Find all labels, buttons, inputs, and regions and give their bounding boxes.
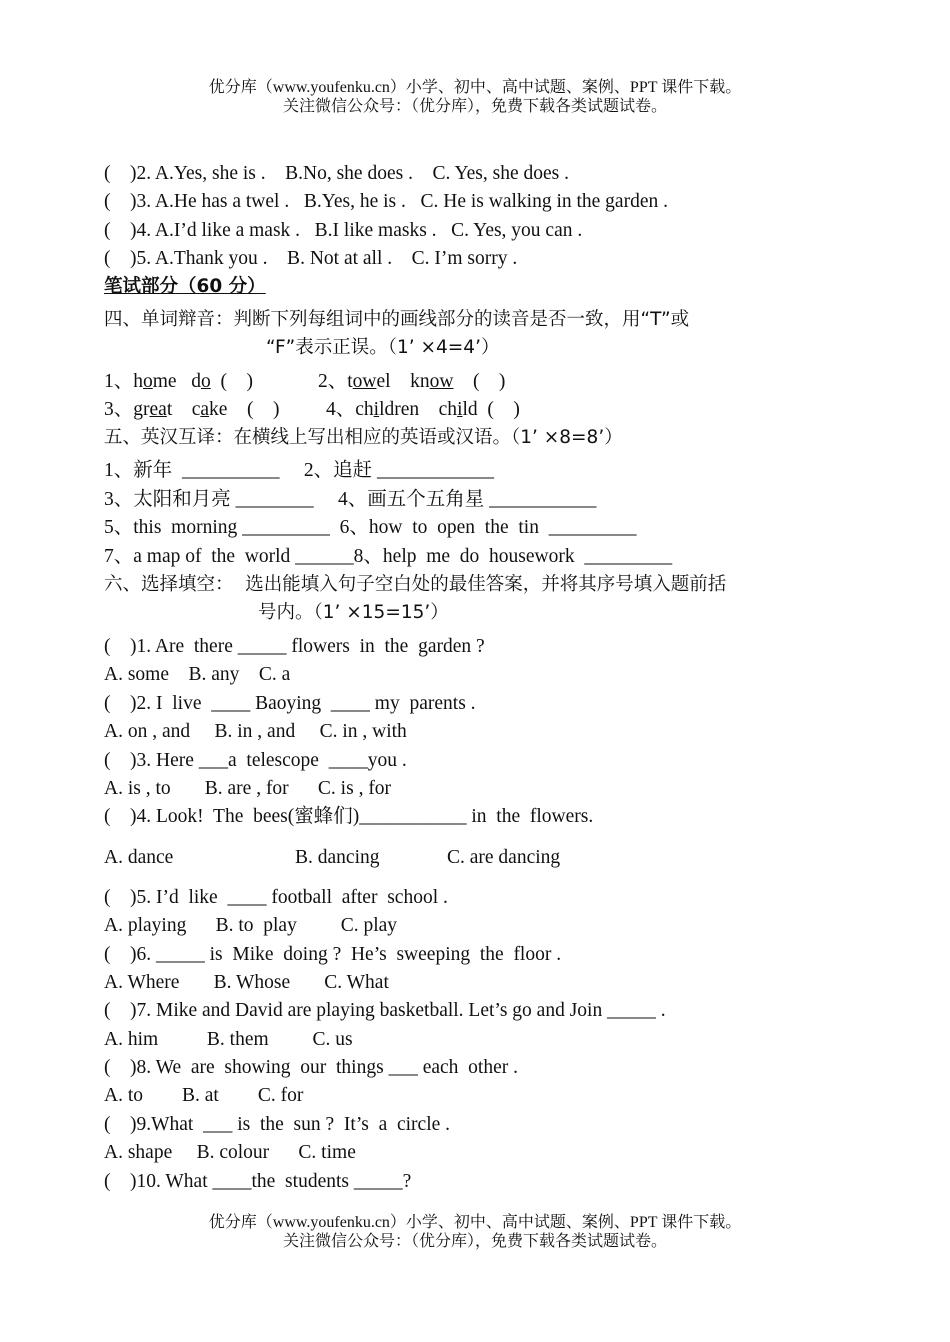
item-text: 4、ch	[326, 399, 374, 420]
item-text: 3、gr	[104, 399, 150, 420]
item-text: t c	[166, 399, 201, 420]
underlined-letters: i	[373, 399, 380, 420]
choice-q7-options: A. him B. them C. us	[104, 1029, 353, 1050]
footer-line-1: 优分库（www.youfenku.cn）小学、初中、高中试题、案例、PPT 课件下载。	[208, 1214, 742, 1231]
answer-blank: ld ( )	[462, 399, 520, 420]
choice-q10: ( )10. What ____the students _____?	[104, 1171, 412, 1192]
written-part-title: 笔试部分（60 分）	[104, 276, 266, 297]
choice-q3: ( )3. Here ___a telescope ____you .	[104, 750, 407, 771]
translation-row-1: 1、新年 __________ 2、追赶 ____________	[104, 460, 495, 481]
translation-row-2: 3、太阳和月亮 ________ 4、画五个五角星 ___________	[104, 489, 597, 510]
header-line-2: 关注微信公众号：（优分库），免费下载各类试题试卷。	[282, 98, 667, 115]
item-text: el kn	[376, 371, 430, 392]
answer-blank: ( )	[210, 371, 253, 392]
phonics-item-3	[104, 398, 279, 422]
translation-row-4: 7、a map of the world ______8、help me do housework _________	[104, 546, 673, 567]
choice-q4-option-b: B. dancing	[295, 847, 380, 868]
underlined-letters: o	[200, 371, 211, 392]
underlined-letters: ow	[352, 371, 377, 392]
choice-q9: ( )9.What ___ is the sun ? It’s a circle .	[104, 1114, 451, 1135]
header-line-1: 优分库（www.youfenku.cn）小学、初中、高中试题、案例、PPT 课件下载。	[208, 79, 742, 96]
section-4-title: 四、单词辩音：判断下列每组词中的画线部分的读音是否一致，用“T”或	[104, 309, 690, 330]
choice-q9-options: A. shape B. colour C. time	[104, 1142, 356, 1163]
choice-q4-option-a: A. dance	[104, 847, 174, 868]
underlined-letters: ow	[429, 371, 454, 392]
item-text: 2、t	[318, 371, 353, 392]
choice-q7: ( )7. Mike and David are playing basketball. Let’s go and Join _____ .	[104, 1000, 666, 1021]
item-text: 1、h	[104, 371, 144, 392]
footer-line-2: 关注微信公众号：（优分库），免费下载各类试题试卷。	[282, 1233, 667, 1250]
choice-q4-option-c: C. are dancing	[447, 847, 561, 868]
choice-q6-options: A. Where B. Whose C. What	[104, 972, 389, 993]
phonics-item-4	[326, 398, 520, 422]
choice-q1-options: A. some B. any C. a	[104, 664, 291, 685]
listening-q4: ( )4. A.I’d like a mask . B.I like masks . C. Yes, you can .	[104, 220, 583, 241]
choice-q5-options: A. playing B. to play C. play	[104, 915, 398, 936]
listening-q2: ( )2. A.Yes, she is . B.No, she does . C. Yes, she does .	[104, 163, 569, 184]
section-6-title: 六、选择填空： 选出能填入句子空白处的最佳答案，并将其序号填入题前括	[104, 574, 727, 595]
answer-blank: ke ( )	[209, 399, 280, 420]
choice-q3-options: A. is , to B. are , for C. is , for	[104, 778, 392, 799]
item-text: ldren ch	[379, 399, 458, 420]
choice-q5: ( )5. I’d like ____ football after school .	[104, 887, 448, 908]
underlined-letters: o	[143, 371, 153, 392]
page-header	[0, 78, 950, 116]
choice-q6: ( )6. _____ is Mike doing ? He’s sweeping the floor .	[104, 944, 562, 965]
phonics-item-1	[104, 370, 253, 394]
choice-q4: ( )4. Look! The bees(蜜蜂们)___________ in the flowers.	[104, 806, 594, 827]
phonics-item-2	[318, 370, 505, 394]
choice-q1: ( )1. Are there _____ flowers in the garden ?	[104, 636, 485, 657]
section-6-title-cont: 号内。（1’ ×15=15’）	[258, 602, 449, 623]
section-5-title: 五、英汉互译：在横线上写出相应的英语或汉语。（1’ ×8=8’）	[104, 427, 623, 448]
choice-q8: ( )8. We are showing our things ___ each other .	[104, 1057, 518, 1078]
listening-q3: ( )3. A.He has a twel . B.Yes, he is . C. He is walking in the garden .	[104, 191, 668, 212]
underlined-letters: i	[457, 399, 463, 420]
underlined-letters: a	[200, 399, 210, 420]
choice-q8-options: A. to B. at C. for	[104, 1085, 304, 1106]
section-4-title-cont: “F”表示正误。（1’ ×4=4’）	[266, 337, 500, 358]
page-footer	[0, 1213, 950, 1251]
translation-row-3: 5、this morning _________ 6、how to open the tin _________	[104, 517, 637, 538]
underlined-letters: ea	[149, 399, 167, 420]
choice-q2: ( )2. I live ____ Baoying ____ my parents .	[104, 693, 476, 714]
listening-q5: ( )5. A.Thank you . B. Not at all . C. I’m sorry .	[104, 248, 518, 269]
choice-q2-options: A. on , and B. in , and C. in , with	[104, 721, 407, 742]
answer-blank: ( )	[453, 371, 506, 392]
item-text: me d	[152, 371, 201, 392]
